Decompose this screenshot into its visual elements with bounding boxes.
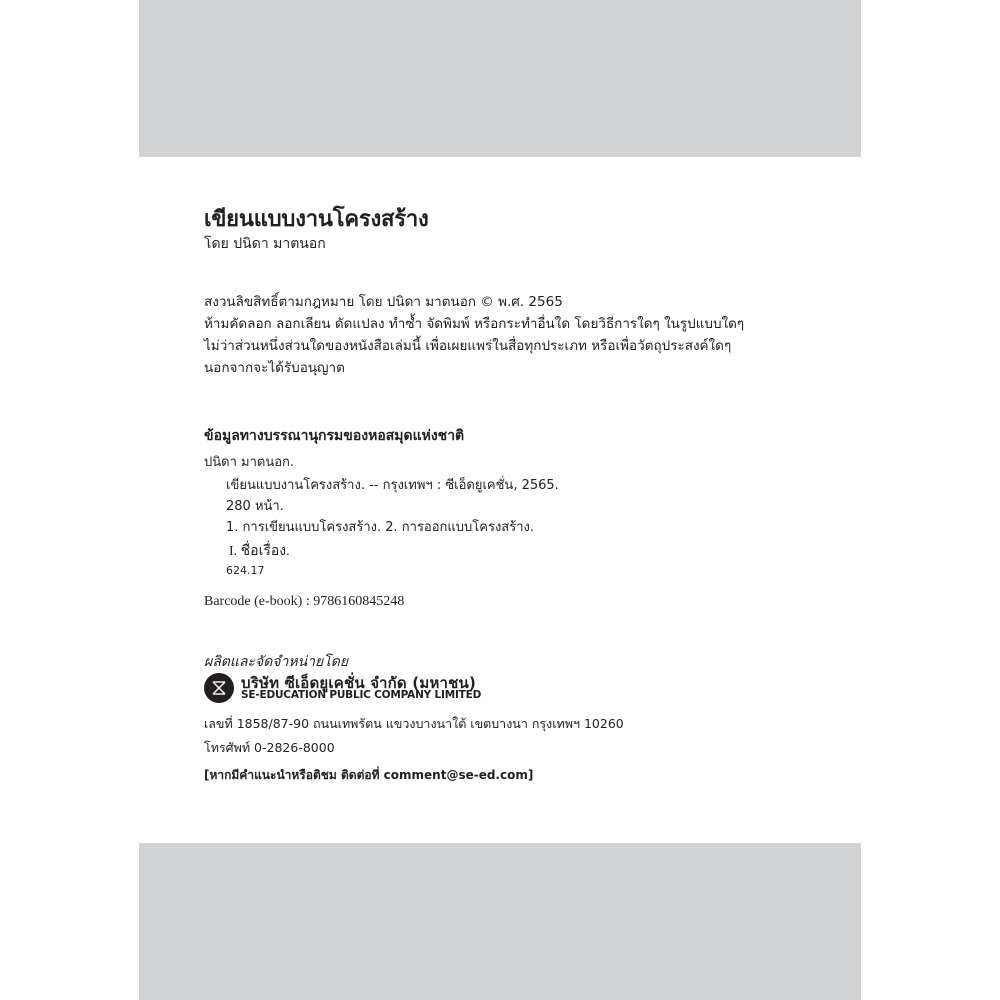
top-gray-band	[139, 0, 861, 157]
copyright-line-2: ห้ามคัดลอก ลอกเลียน ดัดแปลง ทำซ้ำ จัดพิมพ์ หรือกระทำอื่นใด โดยวิธีการใดๆ ในรูปแบบใดๆ	[204, 316, 745, 332]
copyright-line-4: นอกจากจะได้รับอนุญาต	[204, 360, 345, 376]
publisher-address: เลขที่ 1858/87-90 ถนนเทพรัตน แขวงบางนาใต้ เขตบางนา กรุงเทพฯ 10260	[204, 716, 624, 731]
distributor-label: ผลิตและจัดจำหน่ายโดย	[204, 654, 349, 670]
copyright-line-1: สงวนลิขสิทธิ์ตามกฎหมาย โดย ปนิดา มาตนอก © พ.ศ. 2565	[204, 294, 563, 310]
cip-author: ปนิดา มาตนอก.	[204, 455, 295, 470]
cip-heading: ข้อมูลทางบรรณานุกรมของหอสมุดแห่งชาติ	[204, 428, 465, 444]
cip-title-line: เขียนแบบงานโครงสร้าง. -- กรุงเทพฯ : ซีเอ็ดยูเคชั่น, 2565.	[226, 478, 559, 493]
cip-pages: 280 หน้า.	[226, 499, 284, 514]
publisher-phone: โทรศัพท์ 0-2826-8000	[204, 740, 335, 755]
author-line: โดย ปนิดา มาตนอก	[204, 236, 326, 252]
book-title: เขียนแบบงานโครงสร้าง	[204, 207, 429, 232]
publisher-name-thai: บริษัท ซีเอ็ดยูเคชั่น จำกัด (มหาชน)	[241, 674, 477, 692]
cip-class-number: 624.17	[226, 564, 265, 577]
barcode-line: Barcode (e-book) : 9786160845248	[204, 594, 405, 609]
bottom-gray-band	[139, 843, 861, 1000]
copyright-line-3: ไม่ว่าส่วนหนึ่งส่วนใดของหนังสือเล่มนี้ เพื่อเผยแพร่ในสื่อทุกประเภท หรือเพื่อวัตถุประสงค์ใดๆ	[204, 338, 732, 354]
feedback-contact: [หากมีคำแนะนำหรือติชม ติดต่อที่ comment@se-ed.com]	[204, 768, 534, 782]
se-ed-logo-icon	[204, 673, 234, 703]
publisher-name-english: SE-EDUCATION PUBLIC COMPANY LIMITED	[241, 689, 482, 701]
cip-subjects: 1. การเขียนแบบโครงสร้าง. 2. การออกแบบโครงสร้าง.	[226, 520, 535, 535]
cip-title-entry: I. ชื่อเรื่อง.	[229, 544, 290, 559]
